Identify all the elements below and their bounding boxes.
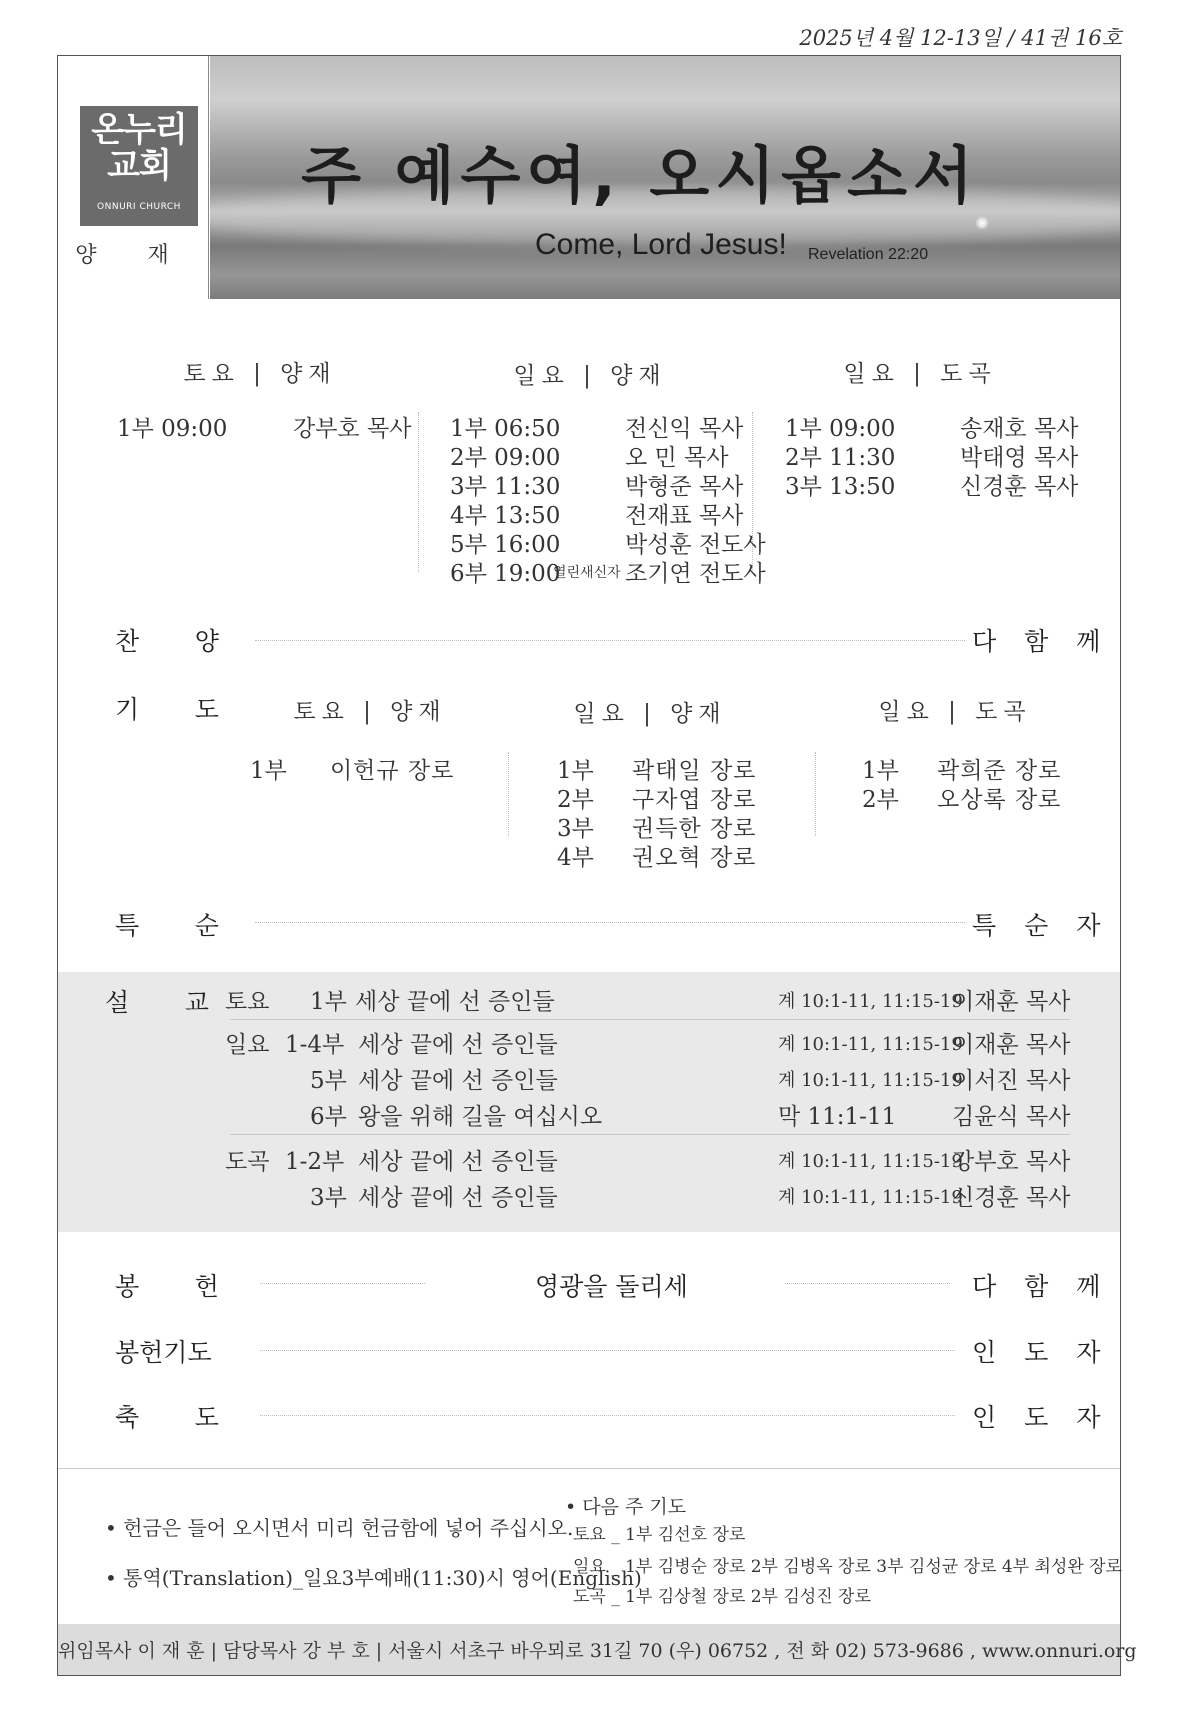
list-item: 3부 13:50 신경훈 목사 [785,474,1079,500]
next-week-dogok: 도곡 _ 1부 김상철 장로 2부 김성진 장로 [573,1587,871,1607]
table-row: 3부 세상 끝에 선 증인들 계 10:1-11, 11:15-19 신경훈 목사 [310,1185,1071,1211]
benediction-leader: 인 도 자 [972,1403,1111,1432]
leader-dots [260,1350,955,1351]
praise-performer: 다 함 께 [972,627,1111,656]
divider [508,752,509,836]
list-item: 3부 11:30 박형준 목사 [450,474,744,500]
table-row: 5부 세상 끝에 선 증인들 계 10:1-11, 11:15-19 이서진 목사 [310,1068,1071,1094]
list-item: 3부 권득한 장로 [557,816,757,842]
logo-text-line2: 교회 [107,146,171,186]
list-item: 1부 곽태일 장로 [557,758,757,784]
next-week-sat: 토요 _ 1부 김선호 장로 [573,1525,746,1545]
service-note: 열린새신자 [553,565,621,581]
prayer-dogok-heading: 일요 | 도곡 [878,699,1032,725]
prayer-label: 기 도 [115,695,219,724]
divider [815,752,816,836]
notice-offering: • 헌금은 들어 오시면서 미리 헌금함에 넣어 주십시오. [105,1516,574,1540]
sermon-label: 설 교 [105,988,209,1017]
star-sparkle-icon [975,216,989,230]
row-separator [230,1134,1070,1135]
sun-yangjae-list [450,410,766,587]
leader-dots [260,1415,955,1416]
row-separator [230,1019,1070,1020]
logo-english: ONNURI CHURCH [97,202,181,212]
divider [418,412,419,572]
header [58,56,1120,299]
offering-label: 봉 헌 [115,1272,219,1301]
sat-service-pastor: 강부호 목사 [293,416,412,442]
logo-column [58,56,209,299]
list-item: 6부 19:00 열린새신자 조기연 전도사 [450,561,766,587]
list-item: 4부 권오혁 장로 [557,845,757,871]
section-divider [58,1468,1120,1469]
list-item: 2부 11:30 박태영 목사 [785,445,1079,471]
offering-hymn: 영광을 돌리세 [535,1272,688,1301]
list-item: 4부 13:50 전재표 목사 [450,503,744,529]
special-performer: 특 순 자 [972,911,1111,940]
banner-reference: Revelation 22:20 [808,246,929,263]
footer [58,1624,1137,1675]
campus-name: 양 재 [75,243,191,268]
table-row: 도곡 1-2부 세상 끝에 선 증인들 계 10:1-11, 11:15-19 강부호 목사 [225,1149,1071,1175]
sat-yangjae-heading: 토요 | 양재 [183,361,337,387]
prayer-dogok-list [862,752,1112,813]
prayer-sun-list [557,752,807,871]
list-item: 1부 곽희준 장로 [862,758,1062,784]
issue-dateline: 2025년 4월 12-13일 / 41권 16호 [799,26,1122,50]
table-row: 일요 1-4부 세상 끝에 선 증인들 계 10:1-11, 11:15-19 이재훈 목사 [225,1032,1071,1058]
table-row: 6부 왕을 위해 길을 여십시오 막 11:1-11 김윤식 목사 [310,1104,1071,1130]
leader-dots [255,640,965,641]
banner-title: 주 예수여, 오시옵소서 [301,139,979,212]
list-item: 5부 16:00 박성훈 전도사 [450,532,766,558]
special-label: 특 순 [115,911,219,940]
leader-dots [785,1283,950,1284]
prayer-sun-heading: 일요 | 양재 [573,701,727,727]
benediction-label: 축 도 [115,1403,219,1432]
list-item: 1부 09:00 송재호 목사 [785,416,1079,442]
list-item: 2부 오상록 장로 [862,787,1062,813]
notice-translation: • 통역(Translation)_일요3부예배(11:30)시 영어(English) [105,1566,642,1590]
offering-prayer-leader: 인 도 자 [972,1338,1111,1367]
church-logo [80,106,198,226]
next-week-prayer-heading: • 다음 주 기도 [565,1496,687,1518]
praise-label: 찬 양 [115,627,219,656]
table-row: 토요 1부 세상 끝에 선 증인들 계 10:1-11, 11:15-19 이재훈 목사 [225,989,1071,1015]
offering-prayer-label: 봉헌기도 [115,1338,212,1367]
sun-yangjae-heading: 일요 | 양재 [513,363,667,389]
banner-subtitle: Come, Lord Jesus! [535,228,787,261]
leader-dots [255,922,965,923]
prayer-sat-list: 1부 이헌규 장로 [250,758,455,784]
theme-banner [210,56,1120,299]
list-item: 2부 09:00 오 민 목사 [450,445,729,471]
logo-text-line1: 온누리 [91,110,187,150]
next-week-sun: 일요 _ 1부 김병순 장로 2부 김병옥 장로 3부 김성균 장로 4부 최성완 장로 [573,1557,1122,1577]
sun-dogok-heading: 일요 | 도곡 [843,361,997,387]
leader-dots [260,1283,425,1284]
list-item: 2부 구자엽 장로 [557,787,757,813]
sermon-table [225,983,1075,1215]
offering-performer: 다 함 께 [972,1272,1111,1301]
sun-dogok-list [785,410,1079,500]
sat-service-time: 1부 09:00 [117,416,228,442]
footer-info: 위임목사 이 재 훈 | 담당목사 강 부 호 | 서울시 서초구 바우뫼로 31길 70 (우) 06752 , 전 화 02) 573-9686 , www.onnuri.org [58,1640,1137,1662]
list-item: 1부 06:50 전신익 목사 [450,416,744,442]
prayer-sat-heading: 토요 | 양재 [293,699,447,725]
